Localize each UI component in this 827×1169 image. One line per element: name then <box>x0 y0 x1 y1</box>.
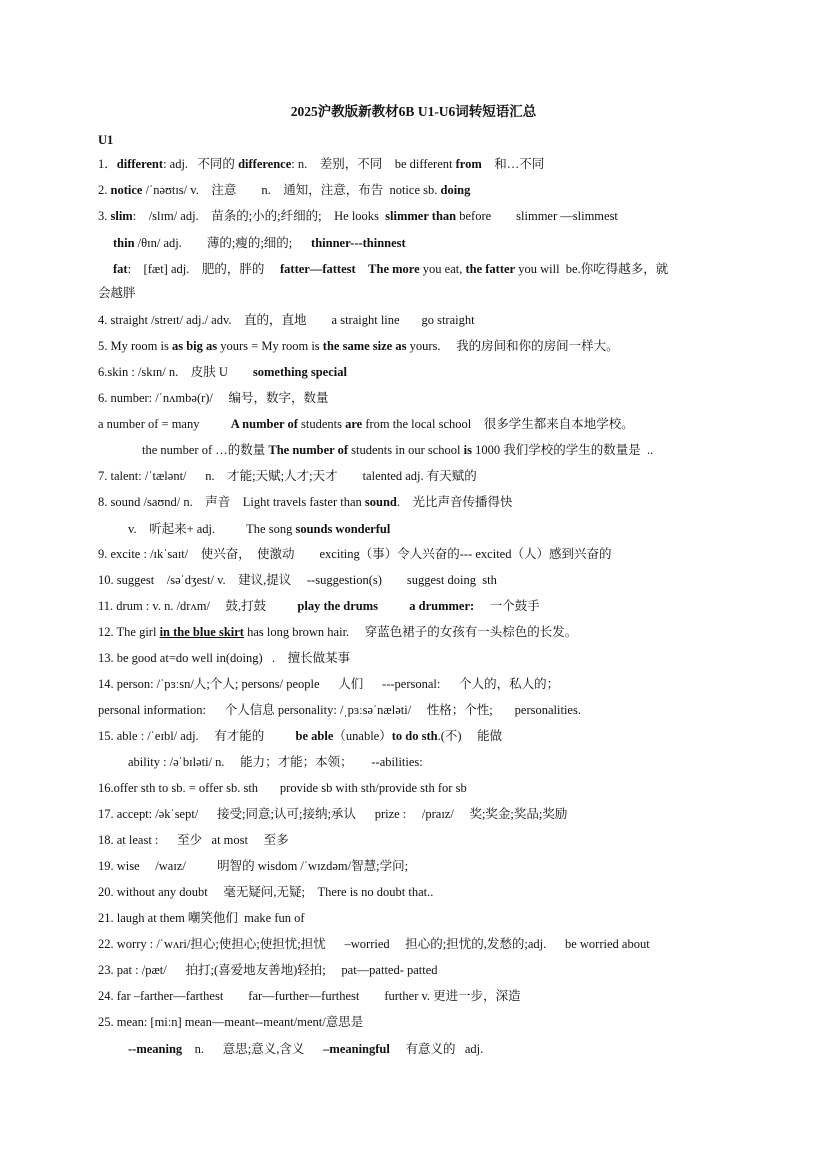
entry-24: 24. far –farther—farthest far—further—furthest further v. 更进一步，深造 <box>98 989 521 1003</box>
entry-25: 25. mean: [miːn] mean—meant--meant/ment/意思是 <box>98 1015 364 1029</box>
entry-3: 3. slim: /slɪm/ adj. 苗条的;小的;纤细的; He looks slimmer than before slimmer —slimmest <box>98 209 618 223</box>
entry-23: 23. pat : /pæt/ 拍打;(喜爱地友善地)轻拍; pat—patted- patted <box>98 963 438 977</box>
entry-3-thin: thin /θɪn/ adj. 薄的;瘦的;细的; thinner---thinnest <box>113 236 406 250</box>
entry-10: 10. suggest /səˈdʒest/ v. 建议,提议 --suggestion(s) suggest doing sth <box>98 573 497 587</box>
document-title: 2025沪教版新教材6B U1-U6词转短语汇总 <box>290 104 537 119</box>
unit-heading: U1 <box>98 133 114 147</box>
entry-9: 9. excite : /ɪkˈsaɪt/ 使兴奋， 使激动 exciting（事）令人兴奋的--- excited（人）感到兴奋的 <box>98 547 612 561</box>
entry-21: 21. laugh at them 嘲笑他们 make fun of <box>98 911 305 925</box>
entry-4: 4. straight /streɪt/ adj./ adv. 直的，直地 a straight line go straight <box>98 313 475 327</box>
entry-13: 13. be good at=do well in(doing) . 擅长做某事 <box>98 651 351 665</box>
entry-16: 16.offer sth to sb. = offer sb. sth provide sb with sth/provide sth for sb <box>98 781 467 795</box>
entry-6-skin: 6.skin : /skɪn/ n. 皮肤 U something special <box>98 365 347 379</box>
entry-12: 12. The girl in the blue skirt has long brown hair. 穿蓝色裙子的女孩有一头棕色的长发。 <box>98 625 578 639</box>
entry-8: 8. sound /saʊnd/ n. 声音 Light travels faster than sound. 光比声音传播得快 <box>98 495 513 509</box>
entry-7: 7. talent: /ˈtælənt/ n. 才能;天赋;人才;天才 talented adj. 有天赋的 <box>98 469 477 483</box>
entry-14: 14. person: /ˈpɜːsn/人;个人; persons/ people 人们 ---personal: 个人的，私人的； <box>98 677 560 691</box>
entry-1: 1．different: adj. 不同的 difference: n. 差别，不同 be different from 和…不同 <box>98 157 545 171</box>
entry-22: 22. worry : /ˈwʌri/担心;使担心;使担忧;担忧 –worried 担心的;担忧的,发愁的;adj. be worried about <box>98 937 650 951</box>
entry-6-a-number: a number of = many A number of students are from the local school 很多学生都来自本地学校。 <box>98 417 634 431</box>
entry-3-fat: fat: [fæt] adj. 肥的，胖的 fatter—fattest The more you eat, the fatter you will be.你吃得越多，就 <box>113 262 669 276</box>
entry-11: 11. drum : v. n. /drʌm/ 鼓,打鼓 play the drums a drummer: 一个鼓手 <box>98 599 540 613</box>
entry-15: 15. able : /ˈeɪbl/ adj. 有才能的 be able（unable）to do sth.(不) 能做 <box>98 729 503 743</box>
entry-19: 19. wise /waɪz/ 明智的 wisdom /ˈwɪzdəm/智慧;学问; <box>98 859 409 873</box>
entry-6-the-number: the number of …的数量 The number of students in our school is 1000 我们学校的学生的数量是 .. <box>142 443 654 457</box>
entry-20: 20. without any doubt 毫无疑问,无疑; There is no doubt that.. <box>98 885 434 899</box>
entry-2: 2. notice /ˈnəʊtɪs/ v. 注意 n. 通知，注意，布告 notice sb. doing <box>98 183 471 197</box>
entry-25-meaning: --meaning n. 意思;意义,含义 –meaningful 有意义的 adj. <box>128 1042 484 1056</box>
entry-17: 17. accept: /əkˈsept/ 接受;同意;认可;接纳;承认 prize : /praɪz/ 奖;奖金;奖品;奖励 <box>98 807 568 821</box>
entry-8-verb: v. 听起来+ adj. The song sounds wonderful <box>128 522 391 536</box>
entry-15-ability: ability : /əˈbɪləti/ n. 能力；才能；本领； --abilities: <box>128 755 423 769</box>
entry-14-personal: personal information: 个人信息 personality: /ˌpɜːsəˈnæləti/ 性格；个性; personalities. <box>98 703 581 717</box>
entry-18: 18. at least : 至少 at most 至多 <box>98 833 289 847</box>
entry-6-number: 6. number: /ˈnʌmbə(r)/ 编号，数字，数量 <box>98 391 329 405</box>
entry-3-fat-cont: 会越胖 <box>98 286 136 300</box>
entry-5: 5. My room is as big as yours = My room is the same size as yours. 我的房间和你的房间一样大。 <box>98 339 619 353</box>
